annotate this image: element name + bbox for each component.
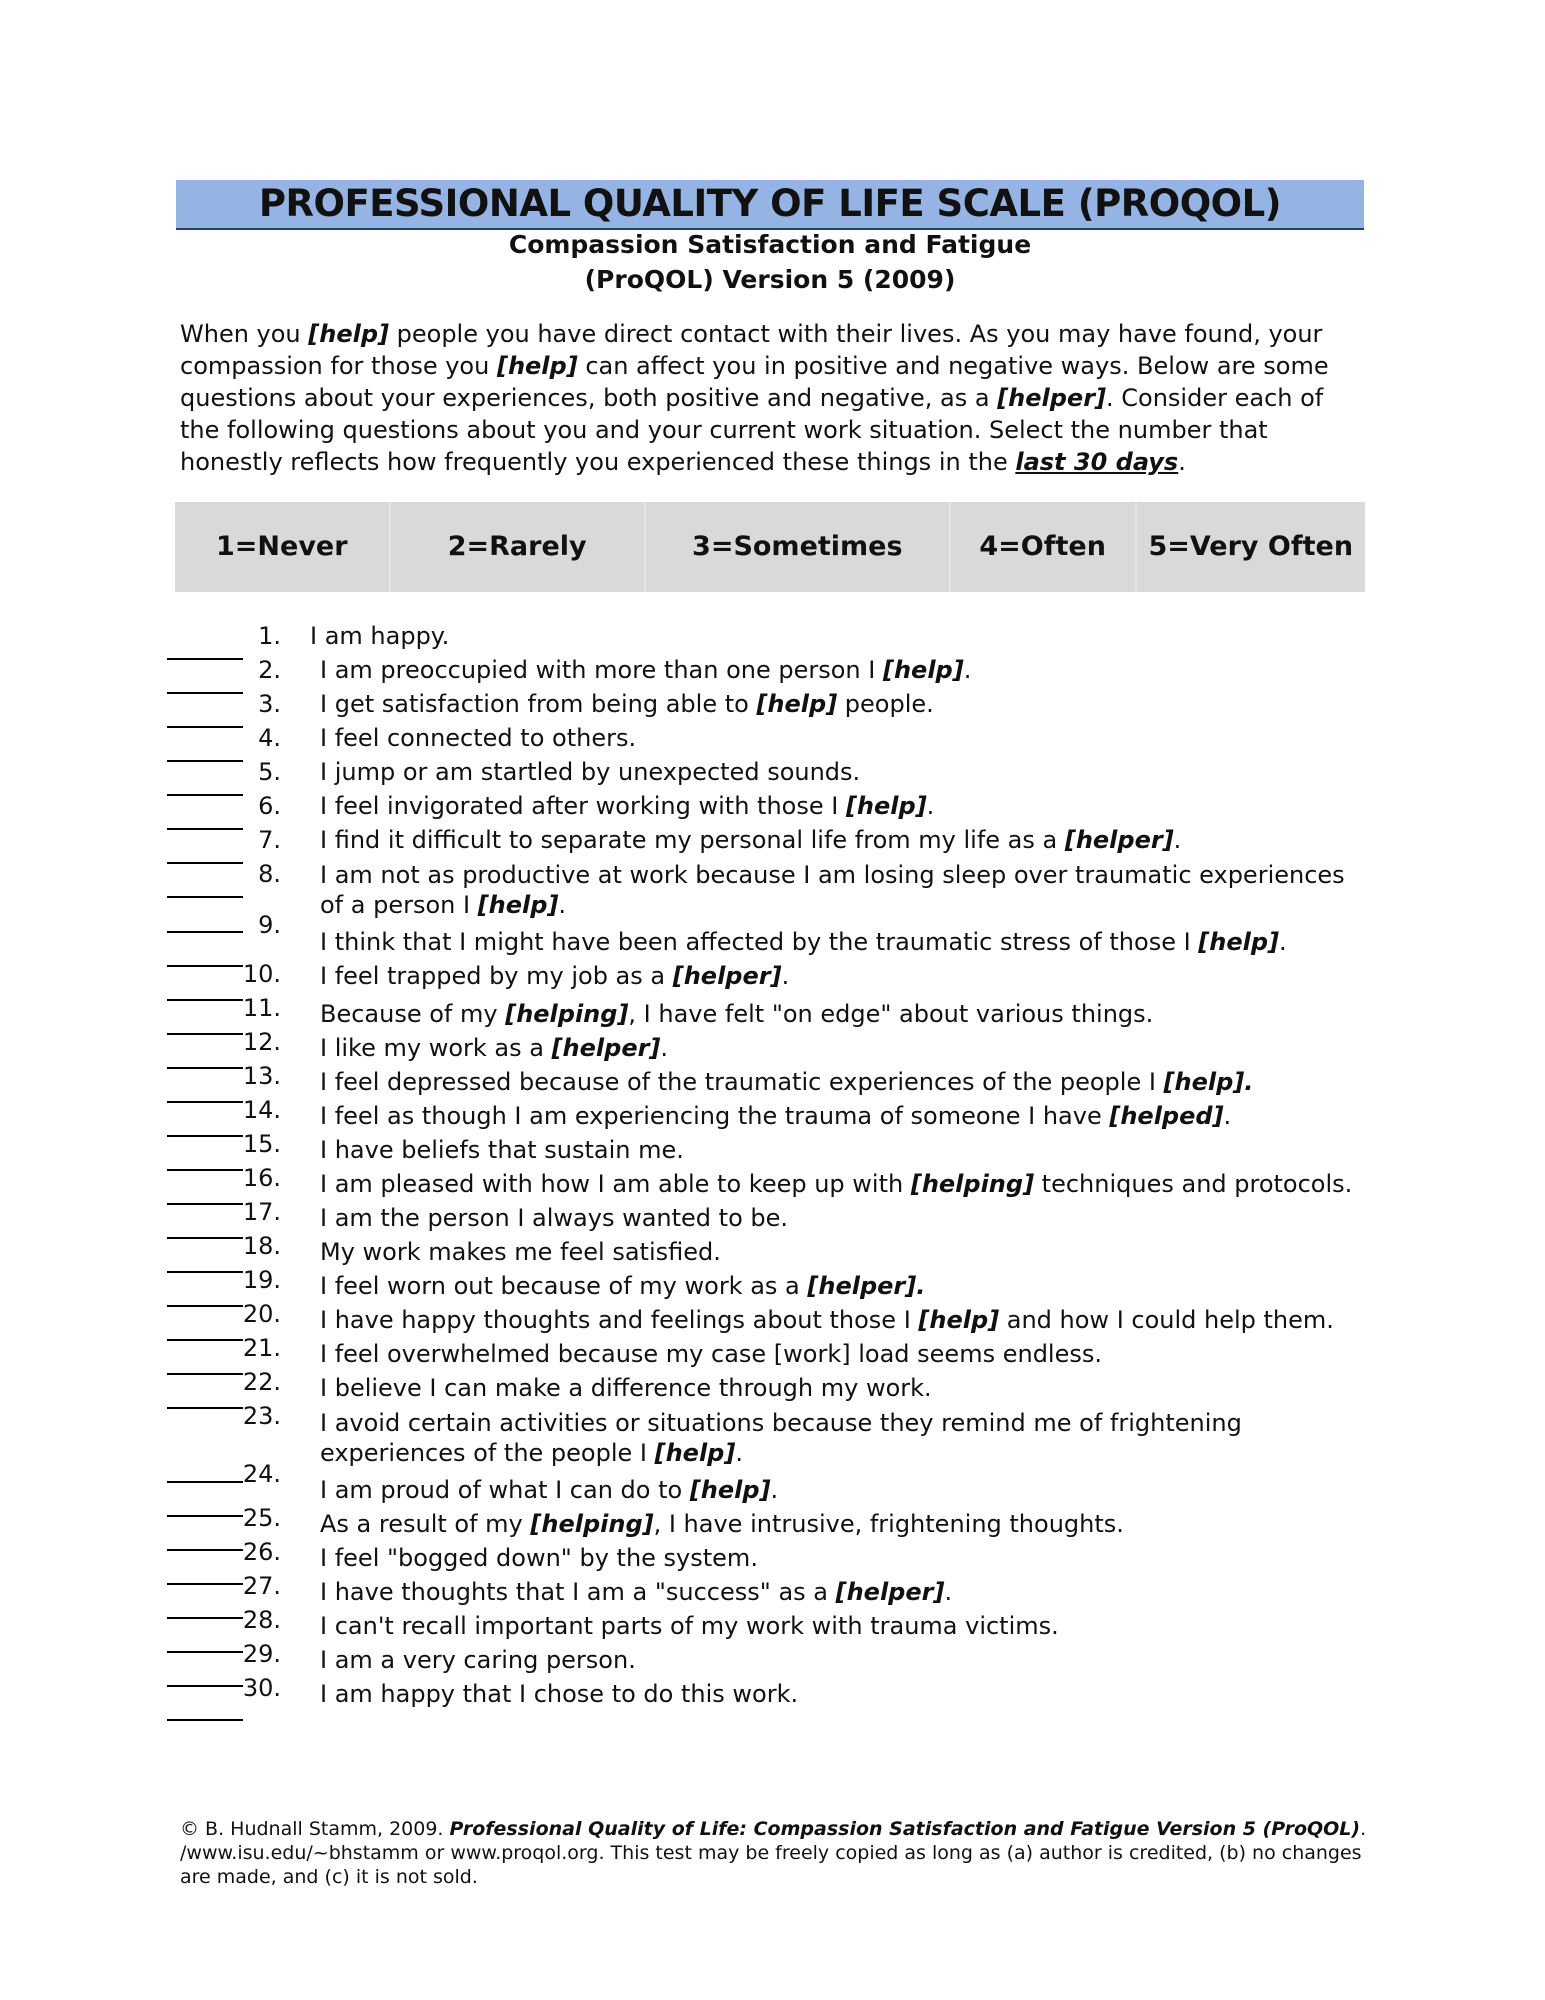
question-text-part: . [770, 1476, 779, 1504]
question-text [320, 1000, 1370, 1028]
answer-blank-line[interactable] [167, 1515, 243, 1517]
question-number: 7. [258, 826, 281, 854]
question-number: 21. [242, 1334, 281, 1362]
answer-blank-line[interactable] [167, 1067, 243, 1069]
question-text-part: I feel invigorated after working with those I [320, 792, 846, 820]
question-text-part: I feel trapped by my job as a [320, 962, 673, 990]
question-text [320, 690, 1370, 718]
answer-blank-line[interactable] [167, 1135, 243, 1137]
question-text-part: As a result of my [320, 1510, 531, 1538]
question-text-part: , I have felt "on edge" about various things. [628, 1000, 1154, 1028]
question-text-part: I believe I can make a difference through my work. [320, 1374, 932, 1402]
question-text-part: I feel worn out because of my work as a [320, 1272, 808, 1300]
question-number: 20. [242, 1300, 281, 1328]
question-text-part: I have thoughts that I am a "success" as a [320, 1578, 836, 1606]
question-text-part: I am happy. [310, 622, 450, 650]
answer-blank-line[interactable] [167, 1719, 243, 1721]
question-number: 27. [242, 1572, 281, 1600]
question-text [320, 860, 1370, 920]
answer-blank-line[interactable] [167, 692, 243, 694]
question-text-part: . [1173, 826, 1182, 854]
question-text-part: and how I could help them. [999, 1306, 1334, 1334]
question-text-part: I avoid certain activities or situations because they remind me of frightening experiences of the people I [320, 1409, 1242, 1467]
question-number: 15. [242, 1130, 281, 1158]
question-text-part: I am not as productive at work because I am losing sleep over traumatic experiences of a person I [320, 861, 1345, 919]
question-text [320, 1136, 1370, 1164]
question-text-part: I am proud of what I can do to [320, 1476, 690, 1504]
question-keyword: [help] [845, 792, 927, 820]
question-text-part: I feel overwhelmed because my case [work] load seems endless. [320, 1340, 1102, 1368]
answer-blank-line[interactable] [167, 1271, 243, 1273]
question-keyword: [helping] [530, 1510, 654, 1538]
question-keyword: [helper]. [807, 1272, 926, 1300]
question-text-part: I get satisfaction from being able to [320, 690, 757, 718]
page-title: PROFESSIONAL QUALITY OF LIFE SCALE (PROQOL) [258, 182, 1282, 225]
question-keyword: [help] [1198, 928, 1280, 956]
intro-keyword: [help] [308, 320, 389, 348]
question-text-part: I feel "bogged down" by the system. [320, 1544, 758, 1572]
question-text [320, 1408, 1370, 1468]
intro-text: When you [180, 320, 309, 348]
question-keyword: [help]. [1163, 1068, 1254, 1096]
copyright-footer [180, 1817, 1370, 1889]
scale-option-often: 4=Often [951, 502, 1137, 592]
scale-option-very-often: 5=Very Often [1148, 531, 1354, 562]
question-number: 1. [258, 622, 281, 650]
question-text-part: . [781, 962, 790, 990]
question-keyword: [help] [477, 891, 559, 919]
question-text-part: people. [837, 690, 934, 718]
answer-blank-line[interactable] [167, 1583, 243, 1585]
footer-text: . /www.isu.edu/~bhstamm or www.proqol.org. This test may be freely copied as long as (a) author is credited, (b) no changes are made, and (c) it is not sold. [180, 1818, 1367, 1888]
question-text [320, 1510, 1370, 1538]
answer-blank-line[interactable] [167, 896, 243, 898]
question-number: 28. [242, 1606, 281, 1634]
question-text-part: , I have intrusive, frightening thoughts. [653, 1510, 1124, 1538]
question-number: 16. [242, 1164, 281, 1192]
question-number: 23. [242, 1402, 281, 1430]
intro-text: . Consider each of the following questions about you and your current work situation. Select the number that honestly reflects how frequently you experienced these things in the [180, 384, 1324, 476]
answer-blank-line[interactable] [167, 1203, 243, 1205]
intro-text: . [1178, 448, 1186, 476]
question-text [320, 656, 1370, 684]
question-text-part: I am the person I always wanted to be. [320, 1204, 789, 1232]
question-number: 26. [242, 1538, 281, 1566]
question-text-part: . [963, 656, 972, 684]
answer-blank-line[interactable] [167, 965, 243, 967]
intro-keyword: [helper] [997, 384, 1107, 412]
question-number: 29. [242, 1640, 281, 1668]
scale-option-sometimes: 3=Sometimes [646, 502, 951, 592]
question-keyword: [helping] [910, 1170, 1035, 1198]
intro-text: can affect you in positive and negative ways. Below are some questions about your experiences, both positive and negative, as a [180, 352, 1329, 412]
question-text [320, 1646, 1370, 1674]
question-number: 6. [258, 792, 281, 820]
question-text [320, 792, 1370, 820]
question-number: 25. [242, 1504, 281, 1532]
answer-blank-line[interactable] [167, 828, 243, 830]
answer-blank-line[interactable] [167, 658, 243, 660]
question-text-part: techniques and protocols. [1034, 1170, 1353, 1198]
intro-timeframe: last 30 days [1015, 448, 1179, 476]
question-text [320, 1374, 1370, 1402]
answer-blank-line[interactable] [167, 1407, 243, 1409]
question-number: 13. [242, 1062, 281, 1090]
question-number: 12. [242, 1028, 281, 1056]
question-text-part: I jump or am startled by unexpected sounds. [320, 758, 861, 786]
question-text-part: . [735, 1439, 743, 1467]
question-text [320, 1170, 1370, 1198]
answer-blank-line[interactable] [167, 1373, 243, 1375]
question-text-part: I feel depressed because of the traumatic experiences of the people I [320, 1068, 1164, 1096]
footer-citation-title: Professional Quality of Life: Compassion Satisfaction and Fatigue Version 5 (ProQOL) [449, 1818, 1361, 1840]
answer-blank-line[interactable] [167, 1169, 243, 1171]
answer-blank-line[interactable] [167, 760, 243, 762]
question-number: 5. [258, 758, 281, 786]
question-text [320, 1578, 1370, 1606]
answer-blank-line[interactable] [167, 931, 243, 933]
question-number: 10. [242, 960, 281, 988]
question-text [320, 1306, 1370, 1334]
answer-blank-line[interactable] [167, 1237, 243, 1239]
answer-blank-line[interactable] [167, 999, 243, 1001]
answer-blank-line[interactable] [167, 1339, 243, 1341]
question-number: 4. [258, 724, 281, 752]
question-text-part: . [558, 891, 567, 919]
question-text [320, 1272, 1370, 1300]
question-number: 18. [242, 1232, 281, 1260]
question-text [320, 962, 1370, 990]
answer-blank-line[interactable] [167, 1651, 243, 1653]
question-text-part: . [944, 1578, 953, 1606]
question-text-part: I think that I might have been affected by the traumatic stress of those I [320, 928, 1199, 956]
question-number: 30. [242, 1674, 281, 1702]
question-text [320, 758, 1370, 786]
question-text-part: I feel connected to others. [320, 724, 637, 752]
question-text [310, 622, 1360, 650]
question-text [320, 1204, 1370, 1232]
answer-blank-line[interactable] [167, 1305, 243, 1307]
question-text-part: I am happy that I chose to do this work. [320, 1680, 799, 1708]
question-number: 19. [242, 1266, 281, 1294]
intro-text: people you have direct contact with their lives. As you may have found, your compassion for those you [180, 320, 1323, 380]
question-text [320, 1680, 1370, 1708]
question-text [320, 724, 1370, 752]
scale-option-never: 1=Never [175, 502, 391, 592]
question-keyword: [helping] [505, 1000, 629, 1028]
question-text [320, 826, 1370, 854]
question-text-part: I am preoccupied with more than one person I [320, 656, 883, 684]
question-keyword: [help] [689, 1476, 771, 1504]
question-text-part: I can't recall important parts of my work with trauma victims. [320, 1612, 1059, 1640]
subtitle-line-1: Compassion Satisfaction and Fatigue [508, 230, 1032, 259]
question-keyword: [help] [882, 656, 964, 684]
question-text-part: My work makes me feel satisfied. [320, 1238, 721, 1266]
question-text [320, 1238, 1370, 1266]
scale-option-rarely: 2=Rarely [391, 502, 646, 592]
question-keyword: [helper] [1064, 826, 1174, 854]
subtitle-line-2: (ProQOL) Version 5 (2009) [584, 265, 956, 294]
answer-blank-line[interactable] [167, 1617, 243, 1619]
question-text-part: Because of my [320, 1000, 506, 1028]
question-text-part: . [660, 1034, 669, 1062]
answer-blank-line[interactable] [167, 1549, 243, 1551]
question-text-part: I feel as though I am experiencing the trauma of someone I have [320, 1102, 1110, 1130]
question-text-part: . [1279, 928, 1287, 956]
question-text-part: I have beliefs that sustain me. [320, 1136, 684, 1164]
question-number: 11. [242, 994, 281, 1022]
question-number: 8. [258, 860, 281, 888]
answer-blank-line[interactable] [167, 794, 243, 796]
question-text-part: . [1223, 1102, 1232, 1130]
question-number: 2. [258, 656, 281, 684]
question-keyword: [helper] [672, 962, 782, 990]
question-text [320, 1068, 1370, 1096]
question-keyword: [help] [756, 690, 838, 718]
answer-blank-line[interactable] [167, 1033, 243, 1035]
question-text [320, 1612, 1370, 1640]
question-text-part: I like my work as a [320, 1034, 552, 1062]
question-number: 3. [258, 690, 281, 718]
question-text [320, 1476, 1370, 1504]
question-text-part: I have happy thoughts and feelings about those I [320, 1306, 919, 1334]
question-text-part: I am a very caring person. [320, 1646, 636, 1674]
question-text-part: I am pleased with how I am able to keep up with [320, 1170, 911, 1198]
question-keyword: [helped] [1109, 1102, 1224, 1130]
question-number: 17. [242, 1198, 281, 1226]
answer-blank-line[interactable] [167, 1101, 243, 1103]
intro-keyword: [help] [496, 352, 578, 380]
question-keyword: [helper] [551, 1034, 661, 1062]
question-keyword: [help] [654, 1439, 736, 1467]
question-text [320, 1340, 1370, 1368]
question-text [320, 928, 1370, 956]
question-text-part: I find it difficult to separate my personal life from my life as a [320, 826, 1065, 854]
question-text [320, 1102, 1370, 1130]
question-keyword: [helper] [835, 1578, 945, 1606]
question-text-part: . [926, 792, 935, 820]
question-text [320, 1034, 1370, 1062]
question-number: 22. [242, 1368, 281, 1396]
answer-blank-line[interactable] [167, 1481, 243, 1483]
question-number: 9. [258, 911, 281, 939]
footer-text: © B. Hudnall Stamm, 2009. [180, 1818, 450, 1840]
answer-blank-line[interactable] [167, 862, 243, 864]
question-keyword: [help] [918, 1306, 1000, 1334]
answer-blank-line[interactable] [167, 726, 243, 728]
question-number: 14. [242, 1096, 281, 1124]
answer-blank-line[interactable] [167, 1685, 243, 1687]
question-number: 24. [242, 1460, 281, 1488]
question-text [320, 1544, 1370, 1572]
